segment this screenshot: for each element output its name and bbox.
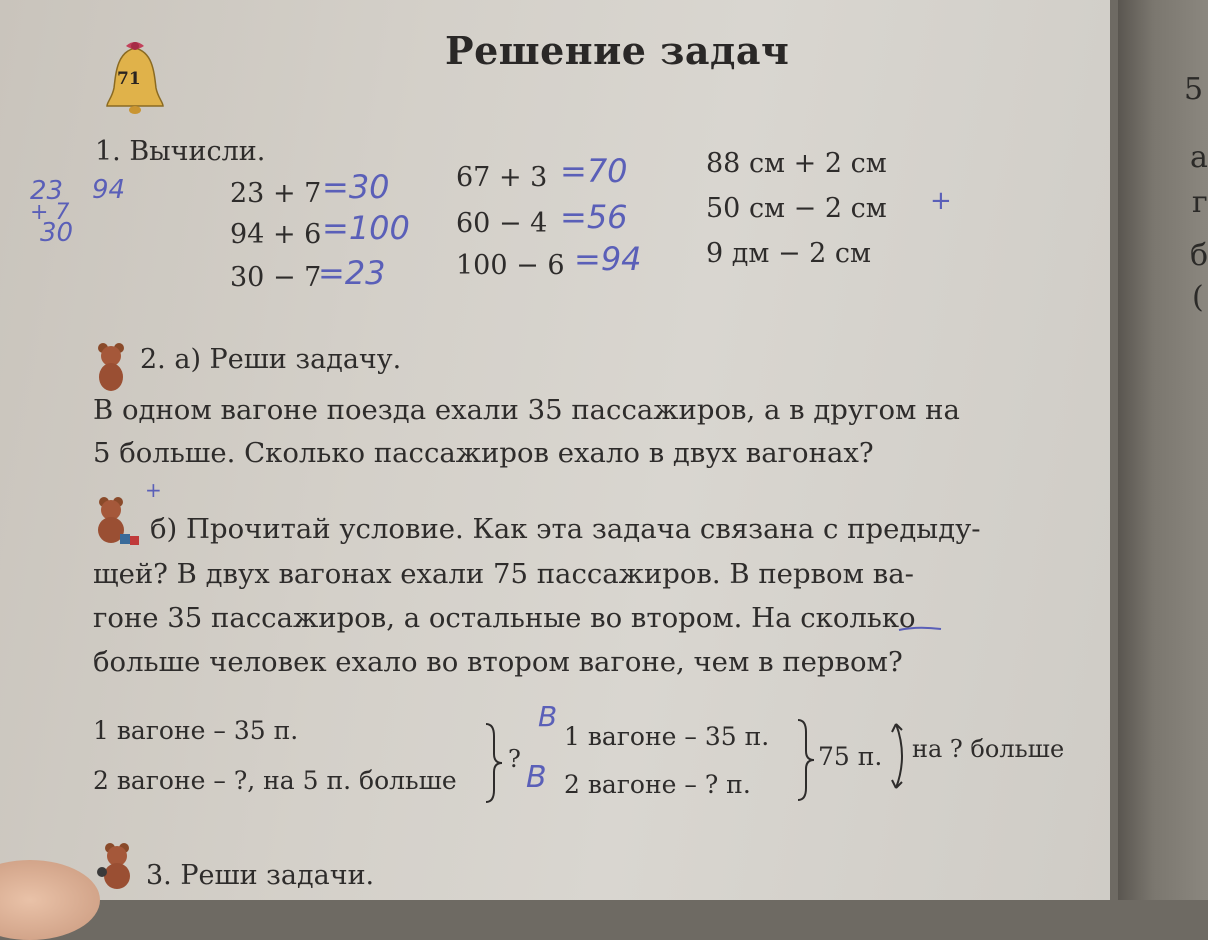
bear-icon <box>94 342 128 392</box>
plus-mark: + <box>145 478 162 502</box>
next-page-edge <box>1118 0 1208 900</box>
task2a-line-2: 5 больше. Сколько пассажиров ехало в двух вагонах? <box>93 437 874 469</box>
task2b-line-3: гоне 35 пассажиров, а остальные во втором. На сколько <box>93 602 916 634</box>
scheme-right-2: 2 вагоне – ? п. <box>564 770 751 799</box>
scheme-compare: на ? больше <box>912 735 1065 763</box>
expr-1-1: 23 + 7 <box>230 178 322 209</box>
answer-2-2: =56 <box>560 198 628 236</box>
mark-3-2: + <box>930 186 952 216</box>
page-title: Решение задач <box>445 28 790 73</box>
task2a-line-1: В одном вагоне поезда ехали 35 пассажиров, а в другом на <box>93 394 960 426</box>
task2b-line-1: б) Прочитай условие. Как эта задача связана с предыду- <box>150 513 981 545</box>
brace-right <box>796 718 816 802</box>
scheme-right-1: 1 вагоне – 35 п. <box>564 722 770 751</box>
task2a-heading: 2. а) Реши задачу. <box>140 344 402 375</box>
edge-letter-5: ( <box>1192 280 1204 315</box>
expr-2-2: 60 − 4 <box>456 208 548 239</box>
bear-with-blocks-icon <box>90 496 140 548</box>
expr-3-2: 50 см − 2 см <box>706 193 887 224</box>
answer-1-2: =100 <box>322 209 410 247</box>
double-arrow-icon <box>888 720 910 792</box>
expr-2-3: 100 − 6 <box>456 250 565 281</box>
brace-left <box>484 722 504 804</box>
expr-3-3: 9 дм − 2 см <box>706 238 872 269</box>
margin-note-2: 94 <box>92 175 126 205</box>
bear-with-ball-icon <box>96 842 140 890</box>
margin-note-1: 23 <box>30 176 64 206</box>
task3-heading: 3. Реши задачи. <box>146 860 375 891</box>
edge-letter-4: б <box>1190 238 1208 273</box>
edge-letter-2: а <box>1190 140 1208 175</box>
scheme-total: 75 п. <box>818 742 883 771</box>
expr-1-3: 30 − 7 <box>230 262 322 293</box>
underline-mark <box>897 624 943 634</box>
task1-heading: 1. Вычисли. <box>95 136 266 167</box>
answer-2-3: =94 <box>574 240 642 278</box>
scheme-left-2: 2 вагоне – ?, на 5 п. больше <box>93 766 457 795</box>
edge-letter-1: 5 <box>1184 72 1204 107</box>
margin-note-3: + 7 <box>30 200 70 225</box>
finger <box>0 860 100 940</box>
margin-note-4: 30 <box>40 218 74 248</box>
hand-letter-2: В <box>526 760 547 795</box>
scheme-question: ? <box>508 745 521 773</box>
expr-3-1: 88 см + 2 см <box>706 148 887 179</box>
expr-1-2: 94 + 6 <box>230 219 322 250</box>
edge-letter-3: г <box>1192 185 1208 220</box>
task2b-line-2: щей? В двух вагонах ехали 75 пассажиров. В первом ва- <box>93 558 914 590</box>
answer-1-3: =23 <box>318 254 386 292</box>
answer-2-1: =70 <box>560 152 628 190</box>
scheme-left-1: 1 вагоне – 35 п. <box>93 716 299 745</box>
hand-letter-1: В <box>538 700 558 733</box>
page-number: 71 <box>117 69 141 89</box>
task2b-line-4: больше человек ехало во втором вагоне, чем в первом? <box>93 646 903 678</box>
expr-2-1: 67 + 3 <box>456 162 548 193</box>
answer-1-1: =30 <box>322 168 390 206</box>
